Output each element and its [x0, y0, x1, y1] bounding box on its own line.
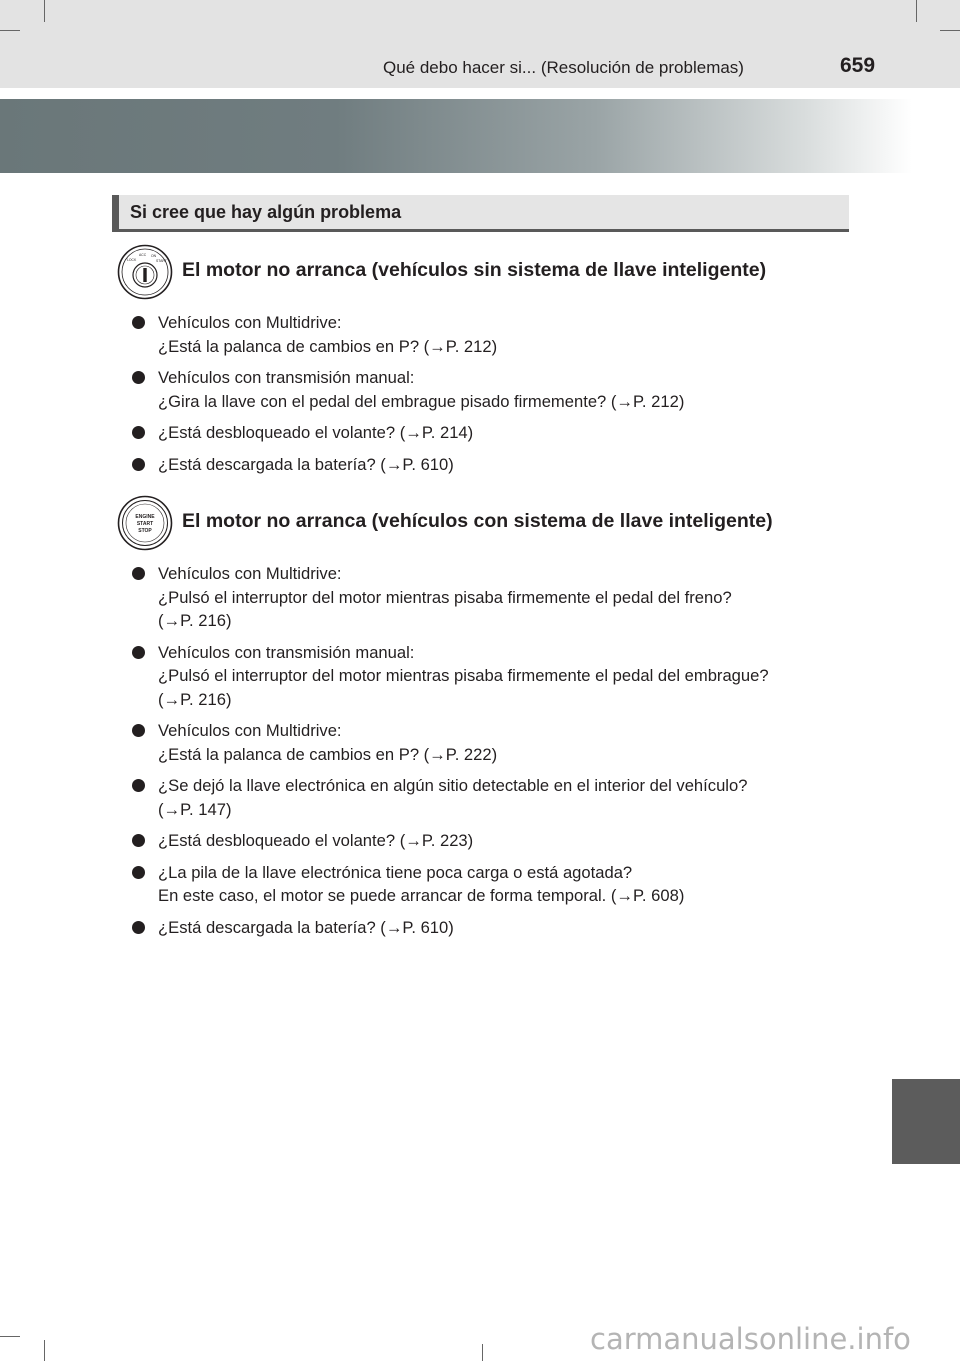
section-accent-bar	[112, 195, 119, 229]
list-item-text: Vehículos con Multidrive:	[158, 564, 342, 583]
icon-label-lock: LOCK	[127, 258, 137, 262]
list-item-text: ¿Está la palanca de cambios en P? (→P. 222)	[158, 744, 498, 764]
list-item	[132, 562, 852, 633]
list-item	[132, 861, 852, 908]
chapter-side-tab	[892, 1079, 960, 1164]
list-item-text: ¿Pulsó el interruptor del motor mientras pisaba firmemente el pedal del freno?	[158, 587, 732, 607]
page-header-title: Qué debo hacer si... (Resolución de problemas)	[383, 58, 744, 77]
engine-start-stop-button-icon	[117, 495, 173, 551]
crop-mark	[44, 0, 45, 22]
chapter-banner	[0, 99, 960, 173]
bullet-icon	[132, 834, 145, 847]
icon-label-engine: ENGINE	[135, 514, 155, 520]
list-item	[132, 916, 852, 940]
crop-mark	[482, 1344, 483, 1361]
list-item-text: (→P. 216)	[158, 689, 232, 709]
list-item	[132, 641, 852, 712]
ignition-key-switch-icon	[117, 244, 173, 300]
crop-mark	[940, 30, 960, 31]
list-item-text: Vehículos con transmisión manual:	[158, 368, 415, 387]
list-item-text: (→P. 216)	[158, 611, 232, 630]
crop-mark	[916, 0, 917, 22]
bullet-list-1	[132, 311, 852, 476]
bullet-icon	[132, 724, 145, 737]
list-item-text: Vehículos con transmisión manual:	[158, 642, 415, 662]
list-item-text: ¿Está desbloqueado el volante? (→P. 214)	[158, 423, 474, 442]
icon-label-acc: ACC	[139, 253, 147, 257]
list-item	[132, 453, 852, 477]
icon-label-start: START	[156, 259, 167, 263]
list-item-text: ¿Está la palanca de cambios en P? (→P. 212)	[158, 336, 498, 356]
crop-mark	[44, 1340, 45, 1361]
list-item-text: ¿Está descargada la batería? (→P. 610)	[158, 454, 454, 474]
list-item	[132, 829, 852, 853]
crop-mark	[0, 1336, 20, 1337]
list-item	[132, 421, 852, 445]
section-header	[112, 195, 849, 232]
section-title: Si cree que hay algún problema	[130, 202, 402, 222]
watermark: carmanualsonline.info	[590, 1322, 911, 1356]
bullet-icon	[132, 866, 145, 879]
subsection-heading-1: El motor no arranca (vehículos sin sistema de llave inteligente)	[182, 259, 767, 281]
crop-mark	[0, 30, 20, 31]
bullet-icon	[132, 779, 145, 792]
bullet-icon	[132, 567, 145, 580]
bullet-icon	[132, 371, 145, 384]
bullet-icon	[132, 316, 145, 329]
list-item	[132, 311, 852, 358]
page-number: 659	[840, 54, 876, 77]
list-item-text: ¿Está desbloqueado el volante? (→P. 223)	[158, 831, 474, 850]
list-item-text: Vehículos con Multidrive:	[158, 721, 342, 740]
bullet-icon	[132, 458, 145, 471]
list-item-text: ¿Está descargada la batería? (→P. 610)	[158, 917, 454, 937]
icon-label-stop: STOP	[138, 528, 152, 534]
list-item-text: Vehículos con Multidrive:	[158, 313, 342, 332]
list-item-text: En este caso, el motor se puede arrancar de forma temporal. (→P. 608)	[158, 886, 685, 905]
list-item-text: (→P. 147)	[158, 799, 232, 819]
list-item-text: ¿Pulsó el interruptor del motor mientras pisaba firmemente el pedal del embrague?	[158, 666, 769, 685]
bullet-icon	[132, 921, 145, 934]
bullet-list-2	[132, 562, 852, 939]
list-item	[132, 366, 852, 413]
icon-label-on: ON	[151, 254, 157, 258]
icon-label-start: START	[136, 521, 154, 527]
list-item-text: ¿Se dejó la llave electrónica en algún sitio detectable en el interior del vehículo?	[158, 776, 748, 795]
subsection-heading-2: El motor no arranca (vehículos con sistema de llave inteligente)	[182, 510, 773, 532]
bullet-icon	[132, 426, 145, 439]
list-item-text: ¿La pila de la llave electrónica tiene poca carga o está agotada?	[158, 862, 633, 882]
bullet-icon	[132, 646, 145, 659]
list-item	[132, 719, 852, 766]
list-item-text: ¿Gira la llave con el pedal del embrague pisado firmemente? (→P. 212)	[158, 391, 685, 411]
list-item	[132, 774, 852, 821]
